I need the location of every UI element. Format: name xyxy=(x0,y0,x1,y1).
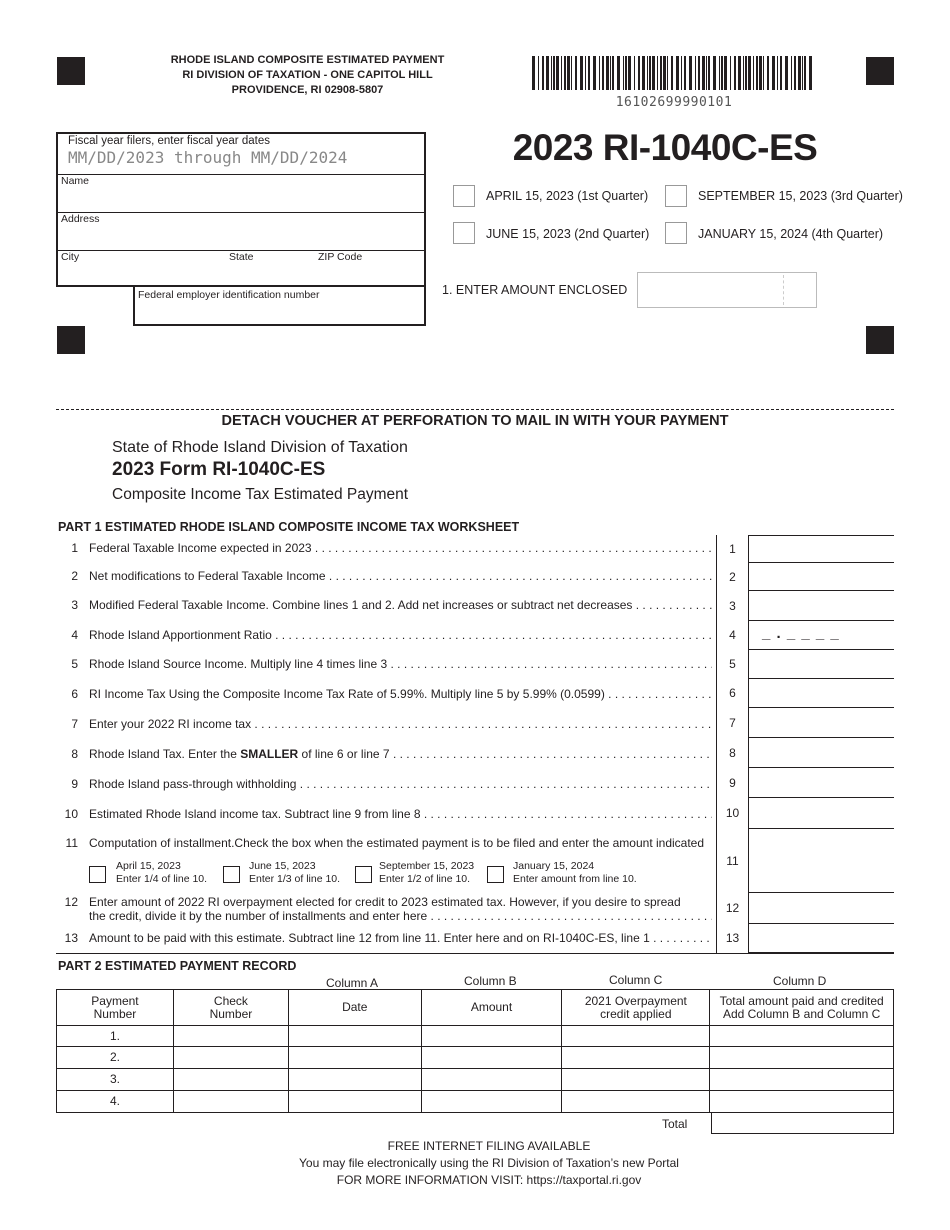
line-3-amount-input[interactable] xyxy=(749,591,894,621)
line-number: 8 xyxy=(71,747,78,761)
worksheet-agency: State of Rhode Island Division of Taxation xyxy=(112,439,408,456)
column-a-label: Column A xyxy=(326,976,379,990)
part1-bottom-rule xyxy=(56,953,894,954)
q1-checkbox[interactable] xyxy=(453,185,475,207)
check-number-cell[interactable] xyxy=(173,1047,288,1069)
installment-instruction: Enter 1/3 of line 10. xyxy=(249,873,341,885)
installment-4-label xyxy=(513,860,637,886)
registration-mark-bottom-left xyxy=(57,326,85,354)
installment-instruction: Enter 1/2 of line 10. xyxy=(379,873,471,885)
amount-enclosed-input[interactable] xyxy=(637,272,817,308)
column-d-label: Column D xyxy=(773,974,827,988)
table-header-row xyxy=(57,990,894,1026)
installment-1-label xyxy=(116,860,207,886)
q3-checkbox[interactable] xyxy=(665,185,687,207)
line-12-description xyxy=(89,895,712,909)
line-11-amount-input[interactable] xyxy=(749,829,894,893)
line-5-amount-input[interactable] xyxy=(749,650,894,679)
address-input[interactable] xyxy=(58,226,423,248)
footer-line3: FOR MORE INFORMATION VISIT: https://taxportal.ri.gov xyxy=(336,1173,642,1187)
header-total-paid: Total amount paid and credited Add Column B and Column C xyxy=(710,990,894,1026)
registration-mark-bottom-right xyxy=(866,326,894,354)
line-number: 2 xyxy=(71,569,78,583)
total-paid-cell[interactable] xyxy=(710,1047,894,1069)
line-5-description xyxy=(89,657,712,671)
line-13-number-box: 13 xyxy=(716,924,749,953)
line-number: 7 xyxy=(71,717,78,731)
fiscal-year-label: Fiscal year filers, enter fiscal year dates xyxy=(68,135,270,147)
line-11-description xyxy=(89,836,712,850)
line-text: Federal Taxable Income expected in 2023 . . . xyxy=(89,541,712,555)
form-title: 2023 RI-1040C-ES xyxy=(512,127,818,168)
address-label: Address xyxy=(61,213,100,225)
line-13-description xyxy=(89,931,712,945)
footer xyxy=(56,1138,922,1189)
line-number: 10 xyxy=(64,807,78,821)
footer-line2: You may file electronically using the RI Division of Taxation’s new Portal xyxy=(299,1156,679,1170)
line-10-number-box: 10 xyxy=(716,798,749,829)
installment-2-checkbox[interactable] xyxy=(223,866,240,883)
column-b-label: Column B xyxy=(464,974,517,988)
total-paid-cell[interactable] xyxy=(710,1069,894,1091)
line-3-number-box: 3 xyxy=(716,591,749,621)
line-2-amount-input[interactable] xyxy=(749,563,894,591)
line-9-amount-input[interactable] xyxy=(749,768,894,798)
agency-line3: PROVIDENCE, RI 02908-5807 xyxy=(231,84,384,96)
barcode-number: 16102699990101 xyxy=(615,95,733,110)
date-cell[interactable] xyxy=(288,1091,421,1113)
header-check-number: Check Number xyxy=(173,990,288,1026)
total-paid-cell[interactable] xyxy=(710,1091,894,1113)
overpayment-cell[interactable] xyxy=(562,1069,710,1091)
installment-instruction: Enter 1/4 of line 10. xyxy=(116,873,208,885)
q1-label: APRIL 15, 2023 (1st Quarter) xyxy=(486,189,649,203)
part1-title: PART 1 ESTIMATED RHODE ISLAND COMPOSITE INCOME TAX WORKSHEET xyxy=(58,520,520,534)
header-payment-number: Payment Number xyxy=(57,990,174,1026)
installment-date: June 15, 2023 xyxy=(249,860,316,872)
installment-date: January 15, 2024 xyxy=(513,860,595,872)
line-number: 4 xyxy=(71,628,78,642)
installment-3-checkbox[interactable] xyxy=(355,866,372,883)
table-row xyxy=(57,1026,894,1047)
worksheet-form-title: 2023 Form RI-1040C-ES xyxy=(112,459,326,480)
line-9-number-box: 9 xyxy=(716,768,749,798)
line-1-number-box: 1 xyxy=(716,535,749,563)
fein-label: Federal employer identification number xyxy=(138,289,320,301)
overpayment-cell[interactable] xyxy=(562,1026,710,1047)
fiscal-year-input[interactable]: MM/DD/2023 through MM/DD/2024 xyxy=(68,148,348,167)
line-text: RI Income Tax Using the Composite Income Tax Rate of 5.99%. Multiply line 5 by 5.99% (0.0599) . . . xyxy=(89,687,712,701)
line-number: 1 xyxy=(71,541,78,555)
line-text: Rhode Island Apportionment Ratio . . . xyxy=(89,628,712,642)
line-text: Enter your 2022 RI income tax . . . xyxy=(89,717,712,731)
check-number-cell[interactable] xyxy=(173,1026,288,1047)
q2-checkbox[interactable] xyxy=(453,222,475,244)
payment-number-cell: 4. xyxy=(57,1091,174,1113)
agency-line1: RHODE ISLAND COMPOSITE ESTIMATED PAYMENT xyxy=(170,54,445,66)
line-number: 11 xyxy=(65,836,78,850)
installment-2-label xyxy=(249,860,340,886)
line-12-number-box: 12 xyxy=(716,893,749,924)
table-row xyxy=(57,1069,894,1091)
total-input[interactable] xyxy=(711,1112,894,1134)
line-12-amount-input[interactable] xyxy=(749,893,894,924)
ratio-mask: _ . _ _ _ _ xyxy=(762,625,840,642)
check-number-cell[interactable] xyxy=(173,1091,288,1113)
line-text: Net modifications to Federal Taxable Income . . . xyxy=(89,569,712,583)
line-4-description xyxy=(89,628,712,642)
registration-mark-top-right xyxy=(866,57,894,85)
table-row xyxy=(57,1047,894,1069)
column-c-label: Column C xyxy=(609,973,663,987)
installment-3-label xyxy=(379,860,474,886)
installment-date: April 15, 2023 xyxy=(116,860,181,872)
line-10-description xyxy=(89,807,712,821)
q4-checkbox[interactable] xyxy=(665,222,687,244)
date-cell[interactable] xyxy=(288,1047,421,1069)
line-text: Enter amount of 2022 RI overpayment elected for credit to 2023 estimated tax. However, if you desire to spread xyxy=(89,895,681,909)
line-11-number-box: 11 xyxy=(716,829,749,893)
line-number: 13 xyxy=(64,931,78,945)
date-cell[interactable] xyxy=(288,1026,421,1047)
line-text: Computation of installment.Check the box when the estimated payment is to be filed and enter the amount indicated xyxy=(89,836,705,850)
line-text: Rhode Island Source Income. Multiply line 4 times line 3 . . . xyxy=(89,657,712,671)
q3-label: SEPTEMBER 15, 2023 (3rd Quarter) xyxy=(698,189,903,203)
table-row xyxy=(57,1091,894,1113)
barcode-icon xyxy=(532,56,816,90)
city-label: City xyxy=(61,251,80,263)
line-8-amount-input[interactable] xyxy=(749,738,894,768)
line-6-description xyxy=(89,687,712,701)
line-text: of line 6 or line 7 . . . xyxy=(298,747,712,761)
amount-enclosed-label: 1. ENTER AMOUNT ENCLOSED xyxy=(442,283,628,297)
zip-label: ZIP Code xyxy=(318,251,363,263)
check-number-cell[interactable] xyxy=(173,1069,288,1091)
name-input[interactable] xyxy=(58,188,423,210)
line-1-amount-input[interactable] xyxy=(749,535,894,563)
line-12-description-cont xyxy=(89,909,712,923)
date-cell[interactable] xyxy=(288,1069,421,1091)
payment-record-table xyxy=(56,989,894,1113)
payment-number-cell: 3. xyxy=(57,1069,174,1091)
header-amount: Amount xyxy=(421,990,562,1026)
state-label: State xyxy=(229,251,254,263)
line-text: Amount to be paid with this estimate. Subtract line 12 from line 11. Enter here and on RI-1040C-ES, line 1 . . . xyxy=(89,931,712,945)
registration-mark-top-left xyxy=(57,57,85,85)
amount-cell[interactable] xyxy=(421,1026,562,1047)
line-8-description xyxy=(89,747,712,761)
line-text: the credit, divide it by the number of installments and enter here xyxy=(89,909,428,923)
line-4-number-box: 4 xyxy=(716,621,749,650)
line-number: 5 xyxy=(71,657,78,671)
perforation-line xyxy=(56,409,894,410)
name-label: Name xyxy=(61,175,90,187)
line-1-description xyxy=(89,541,712,555)
total-paid-cell[interactable] xyxy=(710,1026,894,1047)
footer-line1: FREE INTERNET FILING AVAILABLE xyxy=(387,1139,591,1153)
line-7-description xyxy=(89,717,712,731)
header-overpayment: 2021 Overpayment credit applied xyxy=(562,990,710,1026)
line-text-bold: SMALLER xyxy=(240,747,299,761)
amount-cell[interactable] xyxy=(421,1091,562,1113)
detach-instruction: DETACH VOUCHER AT PERFORATION TO MAIL IN WITH YOUR PAYMENT xyxy=(221,413,729,429)
line-2-number-box: 2 xyxy=(716,563,749,591)
installment-1-checkbox[interactable] xyxy=(89,866,106,883)
line-6-number-box: 6 xyxy=(716,679,749,708)
amount-cell[interactable] xyxy=(421,1069,562,1091)
installment-date: September 15, 2023 xyxy=(379,860,475,872)
line-3-description xyxy=(89,598,712,612)
agency-line2: RI DIVISION OF TAXATION - ONE CAPITOL HILL xyxy=(182,69,433,81)
line-text: Rhode Island pass-through withholding . . . xyxy=(89,777,712,791)
line-number: 3 xyxy=(71,598,78,612)
agency-address xyxy=(135,53,480,98)
amount-cell[interactable] xyxy=(421,1047,562,1069)
line-7-amount-input[interactable] xyxy=(749,708,894,738)
payment-number-cell: 2. xyxy=(57,1047,174,1069)
line-2-description xyxy=(89,569,712,583)
header-date: Date xyxy=(288,990,421,1026)
line-number: 6 xyxy=(71,687,78,701)
line-5-number-box: 5 xyxy=(716,650,749,679)
line-7-number-box: 7 xyxy=(716,708,749,738)
part2-title: PART 2 ESTIMATED PAYMENT RECORD xyxy=(58,959,297,973)
total-label: Total xyxy=(662,1117,688,1131)
worksheet-subtitle: Composite Income Tax Estimated Payment xyxy=(112,486,409,503)
q4-label: JANUARY 15, 2024 (4th Quarter) xyxy=(698,227,884,241)
line-text: Modified Federal Taxable Income. Combine lines 1 and 2. Add net increases or subtract net decreases . . . xyxy=(89,598,712,612)
city-state-zip-input[interactable] xyxy=(58,264,423,284)
overpayment-cell[interactable] xyxy=(562,1091,710,1113)
line-13-amount-input[interactable] xyxy=(749,924,894,953)
installment-instruction: Enter amount from line 10. xyxy=(513,873,637,885)
overpayment-cell[interactable] xyxy=(562,1047,710,1069)
line-number: 9 xyxy=(71,777,78,791)
line-10-amount-input[interactable] xyxy=(749,798,894,829)
line-9-description xyxy=(89,777,712,791)
line-8-number-box: 8 xyxy=(716,738,749,768)
payment-number-cell: 1. xyxy=(57,1026,174,1047)
installment-4-checkbox[interactable] xyxy=(487,866,504,883)
line-text: Rhode Island Tax. Enter the xyxy=(89,747,241,761)
q2-label: JUNE 15, 2023 (2nd Quarter) xyxy=(486,227,650,241)
line-text: Estimated Rhode Island income tax. Subtract line 9 from line 8 . . . xyxy=(89,807,712,821)
line-number: 12 xyxy=(64,895,78,909)
line-6-amount-input[interactable] xyxy=(749,679,894,708)
